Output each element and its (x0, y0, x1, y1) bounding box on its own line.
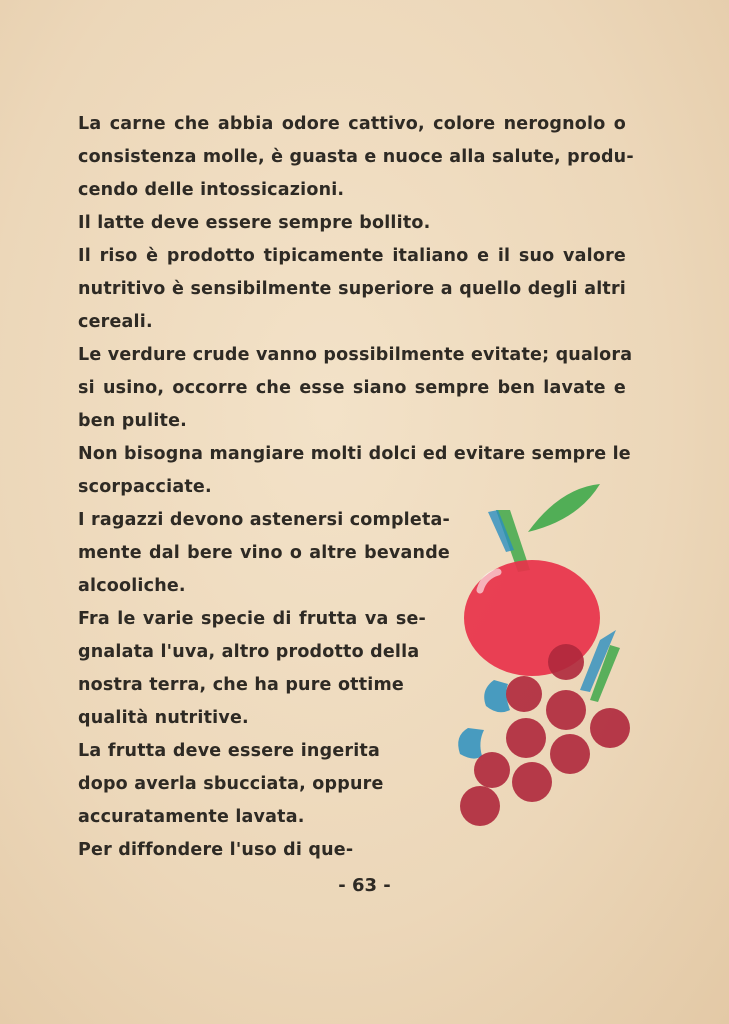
apple-and-grapes-illustration (450, 480, 650, 840)
text-line: consistenza molle, è guasta e nuoce alla salute, produ- (78, 147, 634, 167)
text-line: Fra le varie specie di frutta va se- (78, 609, 426, 629)
page-number: - 63 - (338, 875, 391, 896)
text-line: Il latte deve essere sempre bollito. (78, 213, 431, 233)
text-line: cendo delle intossicazioni. (78, 180, 345, 200)
text-line: accuratamente lavata. (78, 807, 305, 827)
text-line: I ragazzi devono astenersi completa- (78, 510, 450, 530)
text-line: Non bisogna mangiare molti dolci ed evitare sempre le (78, 444, 631, 464)
text-line: nutritivo è sensibilmente superiore a quello degli altri (78, 279, 626, 299)
text-line: gnalata l'uva, altro prodotto della (78, 642, 420, 662)
text-line: cereali. (78, 312, 153, 332)
text-line: scorpacciate. (78, 477, 212, 497)
text-line: qualità nutritive. (78, 708, 249, 728)
text-line: si usino, occorre che esse siano sempre ben lavate e (78, 378, 626, 398)
text-line: nostra terra, che ha pure ottime (78, 675, 404, 695)
leaf-icon (528, 484, 600, 532)
text-line: ben pulite. (78, 411, 188, 431)
text-line: alcooliche. (78, 576, 186, 596)
text-line: La frutta deve essere ingerita (78, 741, 380, 761)
text-line: dopo averla sbucciata, oppure (78, 774, 384, 794)
text-line: La carne che abbia odore cattivo, colore nerognolo o (78, 114, 626, 134)
text-line: Le verdure crude vanno possibilmente evitate; qualora (78, 345, 633, 365)
text-line: mente dal bere vino o altre bevande (78, 543, 450, 563)
text-line: Il riso è prodotto tipicamente italiano e il suo valore (78, 246, 626, 266)
text-line: Per diffondere l'uso di que- (78, 840, 354, 860)
